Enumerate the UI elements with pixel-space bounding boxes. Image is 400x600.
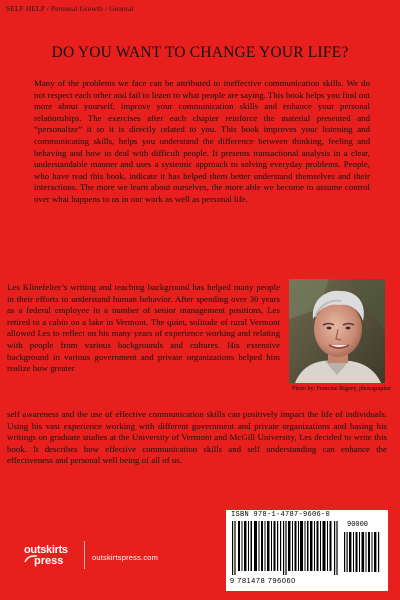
book-description: Many of the problems we face can be attributed to ineffective communication skills. We do not respect each other and fail to listen to what people are saying. This book helps you find out more about yourself, improve your communication skills and enhance your personal relationships. The exercises after each chapter reinforce the material presented and “personalize” it so it is directly related to you. This book improves your listening and communicating skills, helps you understand the difference between thinking, feeling and behaving and how to deal with difficult people. It presents transactional analysis in a clear, understandable manner and uses a systemic approach to solving everyday problems. People, who have read this book, indicate it has helped them better understand themselves and their interactions. The more we learn about ourselves, the more able we become to assume control over what happens to us in our work as well as personal life. [34,78,370,204]
author-bio-part2: self awareness and the use of effective communication skills can positively impact the life of individuals. Using his vast experience working with different government and private organizations and basing his writings on graduate studies at the University of Vermont and McGill University, Les decided to write this book. It describes how effective communication skills and self understanding can enhance the effectiveness and personal well being of all of us. [7,409,387,466]
logo-swoosh-icon [24,554,38,564]
publisher-logo [24,545,84,567]
ean-number: 9 781478 796060 [230,576,296,585]
price-code: 90000 [347,521,369,529]
logo-text-top: outskirts [24,544,68,556]
publisher-website[interactable]: outskirtspress.com [92,553,159,562]
category-label: SELF HELP / Personal Growth / General [6,4,134,13]
price-barcode-icon [344,532,382,572]
author-bio-part1: Les Klinefelter’s writing and teaching background has helped many people in their efforts to understand human behavior. After spending over 30 years as a federal employee in a number of senior management positions, Les retired to a cabin on a lake in Vermont. The quiet, solitude of rural Vermont allowed Les to reflect on his many years of experience working and relating with people from various backgrounds and cultures. His extensive background in various government and private organizations helped him realize how greater [7,282,280,374]
photo-credit: Photo by: Francine Rigney, photographer [292,386,392,392]
barcode-icon [232,521,340,575]
isbn-number: ISBN 978-1-4787-9606-0 [231,511,331,519]
headline: DO YOU WANT TO CHANGE YOUR LIFE? [51,44,349,61]
logo-text-bottom: press [34,555,64,567]
isbn-barcode [226,510,388,591]
author-portrait-icon [289,279,385,383]
logo-divider [84,541,85,569]
author-photo [289,279,385,383]
